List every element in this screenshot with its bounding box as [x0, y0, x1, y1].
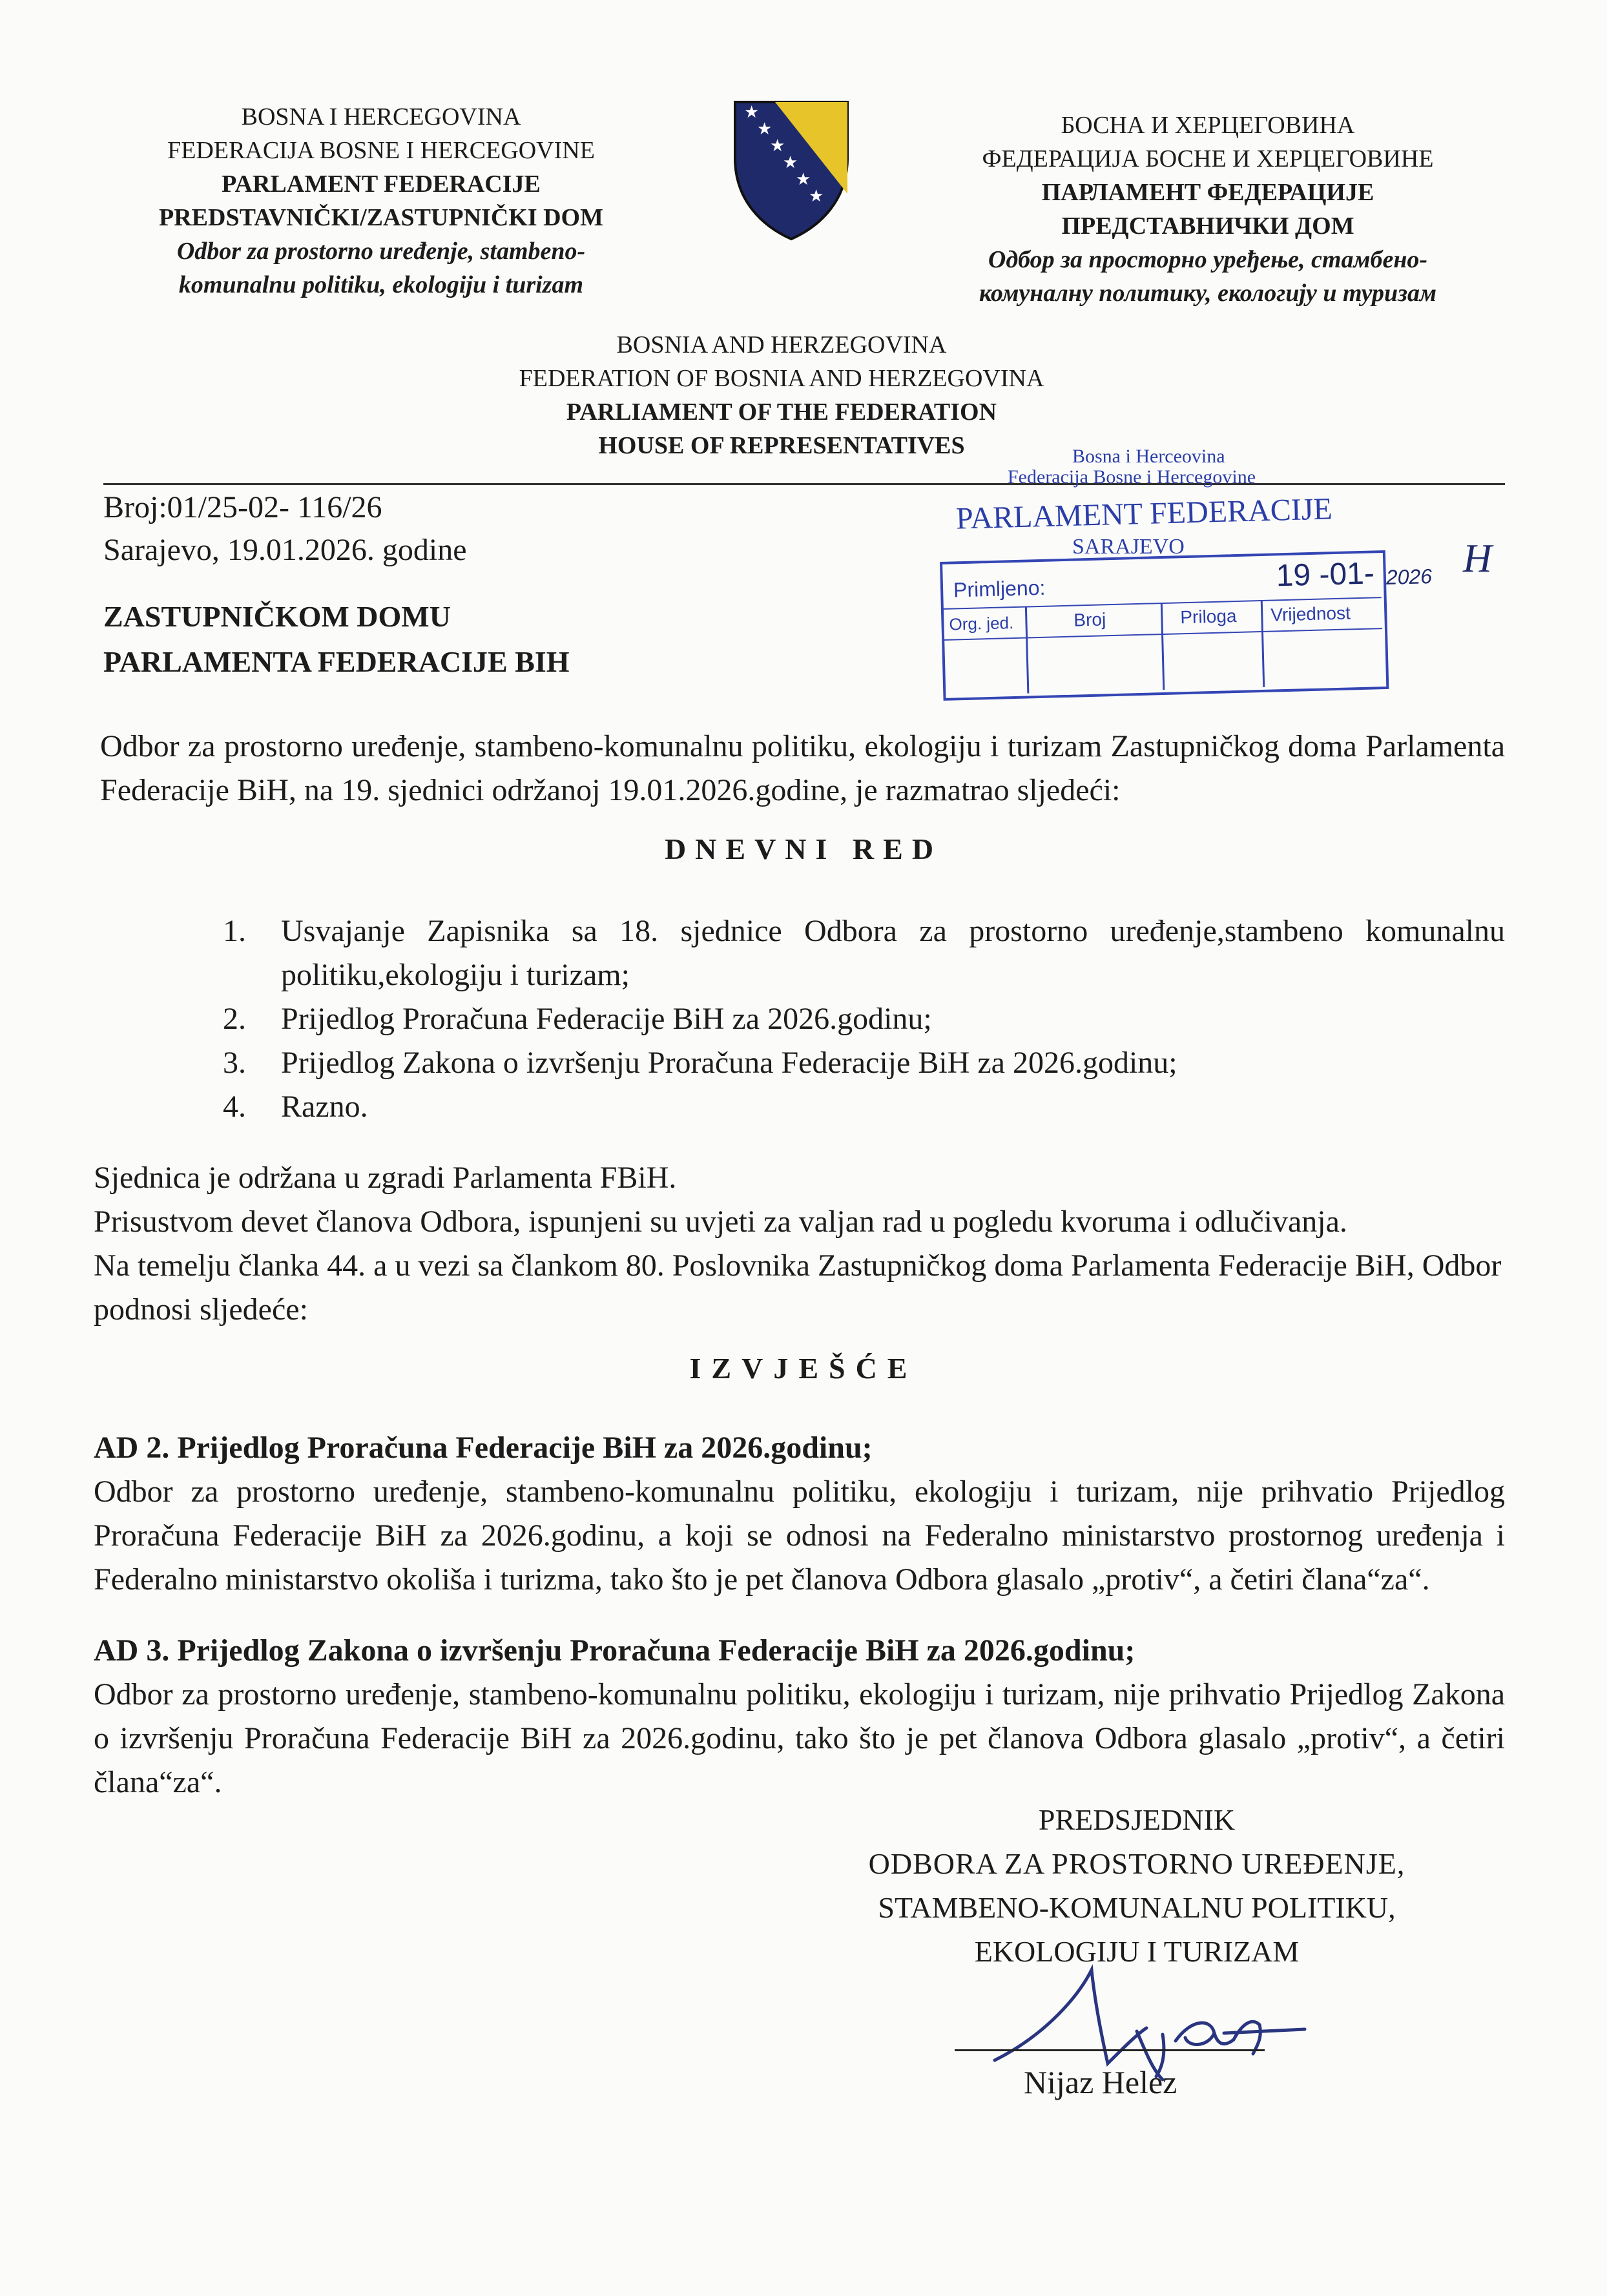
stamp-top-line2: Federacija Bosne i Hercegovine	[1008, 466, 1256, 488]
signature-block	[840, 1798, 1434, 1974]
document-number: Broj:01/25-02- 116/26	[103, 490, 382, 524]
stamp-top-line1: Bosna i Herceovina	[1072, 446, 1225, 467]
header-left	[97, 100, 665, 302]
intro-paragraph: Odbor za prostorno uređenje, stambeno-komunalnu politiku, ekologiju i turizam Zastupničkog doma Parlamenta Federacije BiH, na 19. sjednici održanoj 19.01.2026.godine, je razmatrao sljedeći:	[100, 729, 1505, 807]
svg-text:★: ★	[809, 187, 824, 206]
ad2-heading: AD 2. Prijedlog Proračuna Federacije BiH za 2026.godinu;	[94, 1431, 873, 1465]
header-center	[413, 328, 1150, 462]
header-left-line6: komunalnu politiku, ekologiju i turizam	[178, 271, 584, 298]
signature-line4: EKOLOGIJU I TURIZAM	[974, 1935, 1300, 1968]
stamp-col-priloga: Priloga	[1179, 606, 1237, 628]
ad2-text: Odbor za prostorno uređenje, stambeno-komunalnu politiku, ekologiju i turizam, nije prihvatio Prijedlog Proračuna Federacije BiH za 2026.godinu, a koji se odnosi na Federalno ministarstvo prostornog uređenja i Federalno ministarstvo okoliša i turizma, tako što je pet članova Odbora glasalo „protiv“, a četiri člana“za“.	[94, 1474, 1505, 1597]
header-right-line2: ФЕДЕРАЦИЈА БОСНЕ И ХЕРЦЕГОВИНЕ	[982, 145, 1434, 172]
signature-line3: STAMBENO-KOMUNALNU POLITIKU,	[878, 1891, 1396, 1924]
header-right-line5: Одбор за просторно уређење, стамбено-	[988, 246, 1428, 273]
header-left-line4: PREDSTAVNIČKI/ZASTUPNIČKI DOM	[159, 204, 603, 231]
session-paragraph-3: Na temelju članka 44. a u vezi sa člankom 80. Poslovnika Zastupničkog doma Parlamenta Federacije BiH, Odbor podnosi sljedeće:	[94, 1248, 1502, 1327]
svg-text:★: ★	[757, 119, 772, 139]
agenda-item: 4. Razno.	[223, 1090, 368, 1124]
svg-text:★: ★	[770, 136, 785, 156]
stamp-col-vrijednost: Vrijednost	[1270, 603, 1351, 625]
session-block	[94, 1156, 1508, 1332]
session-paragraph-1: Sjednica je održana u zgradi Parlamenta FBiH.	[94, 1161, 677, 1195]
report-title: IZVJEŠĆE	[689, 1352, 918, 1385]
ad3-section	[94, 1629, 1505, 1805]
header-center-line4: HOUSE OF REPRESENTATIVES	[598, 432, 965, 459]
header-right	[911, 109, 1505, 310]
header-divider	[103, 483, 1505, 485]
recipient-line1: ZASTUPNIČKOM DOMU	[103, 600, 451, 633]
stamp-col-org: Org. jed.	[949, 613, 1014, 634]
agenda-item: 1. Usvajanje Zapisnika sa 18. sjednice Odbora za prostorno uređenje,stambeno komunalnu politiku,ekologiju i turizam;	[223, 914, 1505, 992]
header-right-line3: ПАРЛАМЕНТ ФЕДЕРАЦИЈЕ	[1041, 179, 1374, 206]
header-center-line2: FEDERATION OF BOSNIA AND HERZEGOVINA	[519, 365, 1044, 392]
stamp-title: PARLAMENT FEDERACIJE	[955, 491, 1333, 536]
header-right-line4: ПРЕДСТАВНИЧКИ ДОМ	[1061, 212, 1354, 240]
stamp-col-broj: Broj	[1073, 609, 1106, 630]
header-right-line6: комуналну политику, екологију и туризам	[979, 280, 1436, 307]
header-center-line3: PARLIAMENT OF THE FEDERATION	[566, 398, 997, 426]
agenda-item: 2. Prijedlog Proračuna Federacije BiH za 2026.godinu;	[223, 1002, 932, 1036]
document-place-date: Sarajevo, 19.01.2026. godine	[103, 533, 467, 567]
header-left-line2: FEDERACIJA BOSNE I HERCEGOVINE	[167, 137, 595, 164]
stamp-received-label: Primljeno:	[953, 575, 1046, 602]
svg-text:★: ★	[796, 170, 811, 189]
header-left-line3: PARLAMENT FEDERACIJE	[222, 171, 541, 198]
signature-line2: ODBORA ZA PROSTORNO UREĐENJE,	[868, 1847, 1405, 1880]
stamp-box	[940, 550, 1433, 701]
header-left-line5: Odbor za prostorno uređenje, stambeno-	[176, 238, 586, 265]
ad3-text: Odbor za prostorno uređenje, stambeno-komunalnu politiku, ekologiju i turizam, nije prihvatio Prijedlog Zakona o izvršenju Proračuna Federacije BiH za 2026.godinu, tako što je pet članova Odbora glasalo „protiv“, a četiri člana“za“.	[94, 1677, 1505, 1799]
svg-text:★: ★	[783, 153, 798, 172]
stamp-received-year: 2026	[1385, 564, 1433, 589]
recipient	[103, 594, 570, 685]
header-right-line1: БОСНА И ХЕРЦЕГОВИНА	[1061, 112, 1355, 139]
recipient-line2: PARLAMENTA FEDERACIJE BIH	[103, 645, 570, 678]
svg-text:★: ★	[744, 103, 760, 122]
signatory-name: Nijaz Helez	[1024, 2064, 1177, 2100]
header-center-line1: BOSNIA AND HERZEGOVINA	[616, 331, 947, 358]
ad2-section	[94, 1426, 1505, 1602]
signature-line1: PREDSJEDNIK	[1038, 1803, 1236, 1836]
stamp-mark: H	[1463, 537, 1492, 581]
session-paragraph-2: Prisustvom devet članova Odbora, ispunjeni su uvjeti za valjan rad u pogledu kvoruma i odlučivanja.	[94, 1205, 1347, 1239]
stamp-city: SARAJEVO	[1072, 535, 1185, 559]
agenda-item: 3. Prijedlog Zakona o izvršenju Proračuna Federacije BiH za 2026.godinu;	[223, 1046, 1177, 1080]
agenda-title: DNEVNI RED	[664, 833, 943, 865]
header-left-line1: BOSNA I HERCEGOVINA	[241, 103, 521, 130]
ad3-heading: AD 3. Prijedlog Zakona o izvršenju Proračuna Federacije BiH za 2026.godinu;	[94, 1633, 1135, 1668]
agenda-list	[223, 909, 1505, 1129]
coat-of-arms-icon	[730, 97, 853, 242]
stamp-received-date: 19 -01-	[1276, 556, 1375, 594]
signature-rule	[955, 2049, 1265, 2051]
